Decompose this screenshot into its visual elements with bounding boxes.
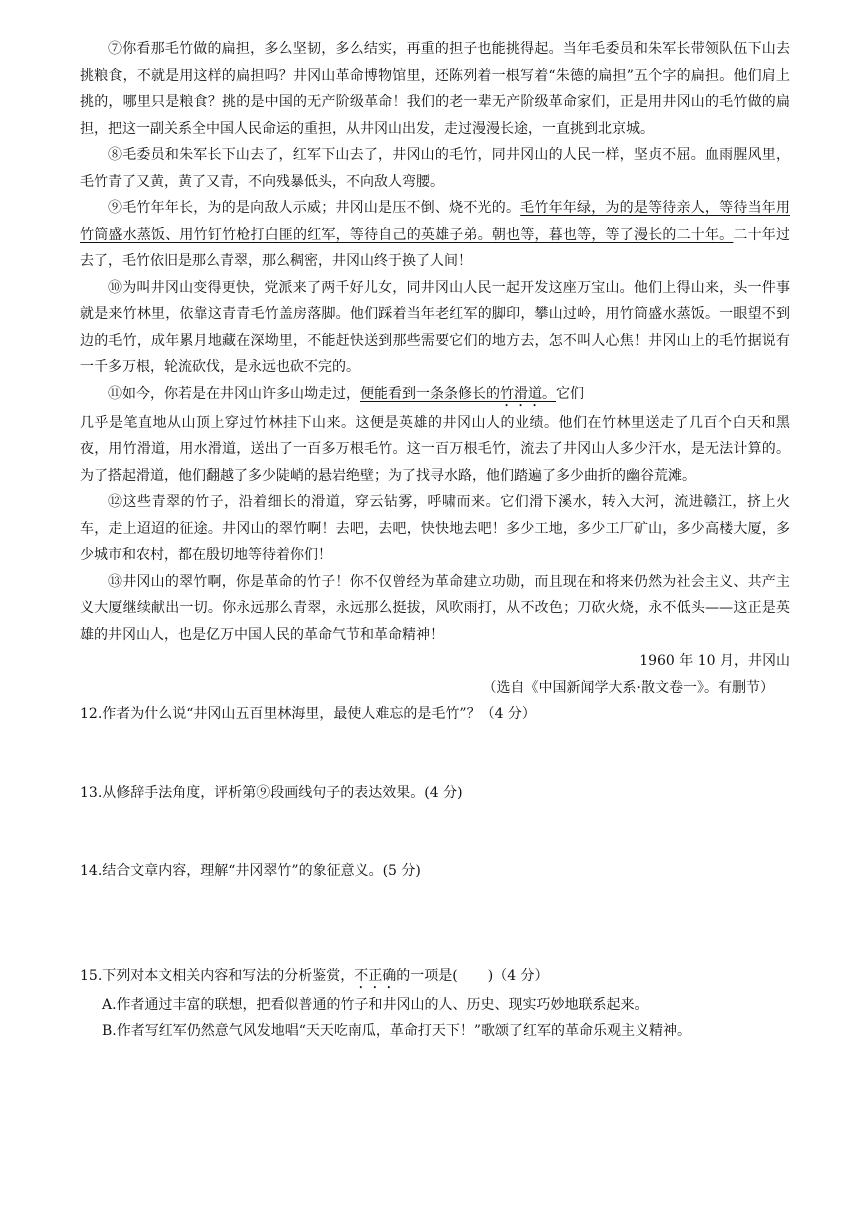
paragraph-9-underlined-sentence: 毛竹年年绿，为的是等待亲人，等待当年用竹筒盛水蒸饭、用竹钉竹枪打白匪的红军，等待自己的英雄子弟。朝也等，暮也等，等了漫长的二十年。 [80, 200, 791, 243]
answer-space-12 [80, 728, 790, 780]
question-15 [80, 963, 790, 992]
paragraph-9 [80, 195, 790, 275]
paragraph-7: ⑦你看那毛竹做的扁担，多么坚韧，多么结实，再重的担子也能挑得起。当年毛委员和朱军长带领队伍下山去挑粮食，不就是用这样的扁担吗？井冈山革命博物馆里，还陈列着一根写着“朱德的扁担”五个字的扁担。他们肩上挑的，哪里只是粮食？挑的是中国的无产阶级革命！我们的老一辈无产阶级革命家们，正是用井冈山的毛竹做的扁担，把这一副关系全中国人民命运的重担，从井冈山出发，走过漫漫长途，一直挑到北京城。 [80, 41, 790, 137]
paragraph-9-text-before: ⑨毛竹年年长，为的是向敌人示威；井冈山是压不倒、烧不光的。 [108, 200, 521, 216]
question-15-text-after: 的一项是( [396, 967, 458, 984]
source-note: （选自《中国新闻学大系·散文卷一》。有删节） [482, 679, 774, 696]
paragraph-11-dotted-word: 竹滑道 [500, 385, 542, 402]
paragraph-12: ⑫这些青翠的竹子，沿着细长的滑道，穿云钻雾，呼啸而来。它们滑下溪水，转入大河，流进赣江，挤上火车，走上迢迢的征途。井冈山的翠竹啊！去吧，去吧，快快地去吧！多少工地，多少工厂矿山，多少高楼大厦，多少城市和农村，都在殷切地等待着你们！ [80, 494, 790, 563]
question-15-close: )（4 分） [487, 967, 549, 984]
answer-space-14 [80, 885, 790, 963]
answer-space-13 [80, 806, 790, 858]
question-15-option-a: A.作者通过丰富的联想，把看似普通的竹子和井冈山的人、历史、现实巧妙地联系起来。 [102, 996, 649, 1013]
question-13: 13.从修辞手法角度，评析第⑨段画线句子的表达效果。(4 分) [80, 784, 463, 801]
question-15-text-before: 15.下列对本文相关内容和写法的分析鉴赏， [80, 967, 355, 984]
paragraph-13: ⑬井冈山的翠竹啊，你是革命的竹子！你不仅曾经为革命建立功勋，而且现在和将来仍然为社会主义、共产主义大厦继续献出一切。你永远那么青翠，永远那么挺拔，风吹雨打，从不改色；刀砍火烧，永不低头——这正是英雄的井冈山人，也是亿万中国人民的革命气节和革命精神！ [80, 573, 790, 643]
paragraph-11-text-after: 它们 [556, 385, 584, 402]
paragraph-11-underlined-a: 便能看到一条条修长的 [360, 385, 500, 402]
paragraph-11-text-before: ⑪如今，你若是在井冈山许多山坳走过， [108, 385, 360, 402]
question-15-dotted-word: 不正确 [354, 967, 397, 984]
paragraph-10: ⑩为叫井冈山变得更快，党派来了两千好儿女，同井冈山人民一起开发这座万宝山。他们上得山来，头一件事就是来竹林里，依靠这青青毛竹盖房落脚。他们踩着当年老红军的脚印，攀山过岭，用竹筒盛水蒸饭。一眼望不到边的毛竹，成年累月地藏在深坳里，不能赶快送到那些需要它们的地方去，怎不叫人心焦！井冈山上的毛竹据说有一千多万根，轮流砍伐，是永远也砍不完的。 [80, 279, 790, 375]
paragraph-11-underlined-b: 。 [542, 385, 556, 402]
paragraph-11 [80, 381, 790, 410]
paragraph-11-continued: 几乎是笔直地从山顶上穿过竹林挂下山来。这便是英雄的井冈山人的业绩。他们在竹林里送走了几百个白天和黑夜，用竹滑道，用水滑道，送出了一百多万根毛竹。这一百万根毛竹，流去了井冈山人多少汗水，是无法计算的。为了搭起滑道，他们翻越了多少陡峭的悬岩绝壁；为了找寻水路，他们踏遍了多少曲折的幽谷荒滩。 [80, 414, 790, 484]
date-place: 1960 年 10 月，井冈山 [639, 653, 790, 669]
question-14: 14.结合文章内容，理解“井冈翠竹”的象征意义。(5 分) [80, 863, 421, 879]
question-15-option-b: B.作者写红军仍然意气风发地唱“天天吃南瓜，革命打天下！”歌颂了红军的革命乐观主义精神。 [102, 1023, 692, 1039]
paragraph-8: ⑧毛委员和朱军长下山去了，红军下山去了，井冈山的毛竹，同井冈山的人民一样，坚贞不屈。血雨腥风里，毛竹青了又黄，黄了又青，不向残暴低头，不向敌人弯腰。 [80, 147, 790, 190]
paragraph-9-text-after: 二十年过去了，毛竹依旧是那么青翠，那么稠密，井冈山终于换了人间！ [80, 226, 791, 269]
question-12: 12.作者为什么说“井冈山五百里林海里，最使人难忘的是毛竹”？（4 分） [80, 706, 536, 722]
